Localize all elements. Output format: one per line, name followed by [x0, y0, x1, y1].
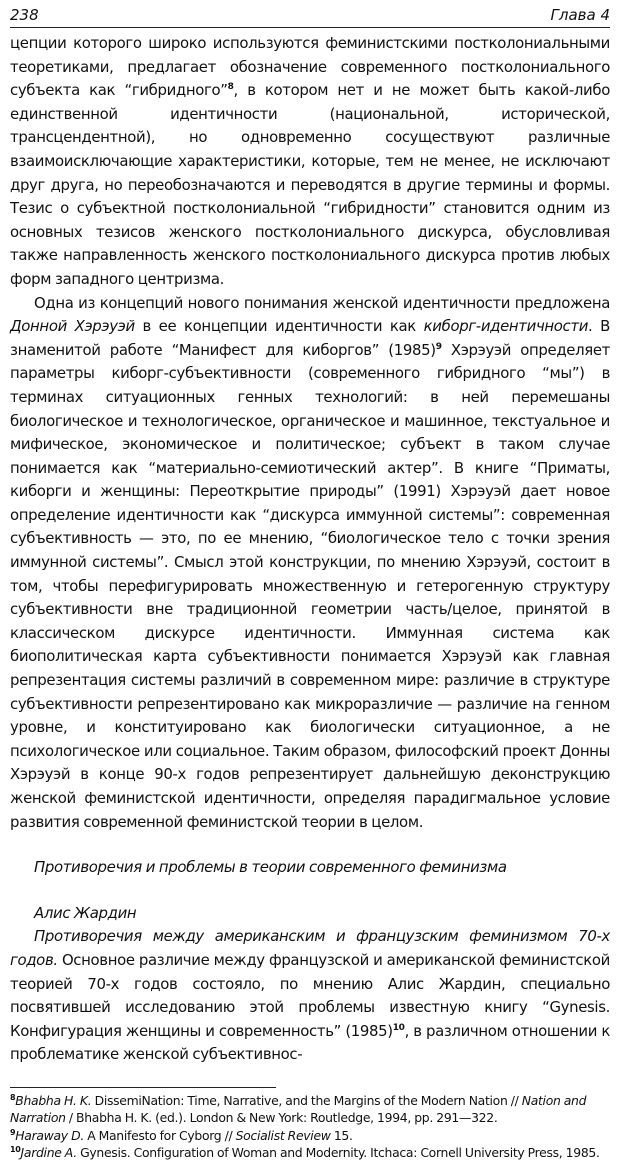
footnotes: [10, 1092, 610, 1162]
footnote-text: Gynesis. Configuration of Woman and Modernity. Itchaca: Cornell University Press, 1985.: [76, 1145, 600, 1161]
italic-lead: Противоречия между американским и французским феминизмом 70-х годов.: [10, 927, 610, 969]
section-heading: Противоречия и проблемы в теории современного феминизма: [34, 858, 507, 877]
footnote-italic: Socialist Review: [235, 1127, 331, 1143]
paragraph-2: [10, 292, 610, 835]
footnote-text: / Bhabha H. K. (ed.). London & New York: Routledge, 1994, pp. 291—322.: [65, 1110, 498, 1126]
paragraph-1: [10, 32, 610, 292]
footnote-text: A Manifesto for Cyborg //: [83, 1127, 236, 1143]
paragraph-text: , в котором нет и не может быть какой-либо единственной идентичности (национальной, исторической, трансцендентной), но одновременно сосуществуют различные взаимоисключающие характеристики, которые, тем не менее, не исключают друг друга, но переобозначаются и переводятся в другие термины и формы. Тезис о субъектной постколониальной “гибридности” становится одним из основных тезисов женского постколониального дискурса, обусловливая также направленность женского постколониального дискурса против любых форм западного центризма.: [10, 81, 610, 288]
paragraph-text: Хэрэуэй определяет параметры киборг-субъективности (современного гибридного “мы”) в терминах ситуационных генных технологий: в ней перемешаны биологическое и технологическое, органическое и машинное, текстуальное и мифическое, экономическое и политическое; субъект в таком случае понимается как “материально-семиотический актер”. В книге “Приматы, киборги и женщины: Переоткрытие природы” (1991) Хэрэуэй дает новое определение идентичности как “дискурса иммунной системы”: современная субъективность — это, по ее мнению, “биологическое тело с точки зрения иммунной системы”. Смысл этой конструкции, по мнению Хэрэуэй, состоит в том, чтобы перефигурировать множественную и гетерогенную структуру субъективности вне традиционной геометрии часть/целое, принятой в классическом дискурсе идентичности. Иммунная система как биополитическая карта субъективности понимается Хэрэуэй как главная репрезентация системы различий в современном мире: различие в структуре субъективности репрезентировано как микроразличие — различие на генном уровне, и конституировано как биологически ситуационное, а не психологическое или социальное. Таким образом, философский проект Донны Хэрэуэй в конце 90-х годов репрезентирует дальнейшую деконструкцию женской феминистской идентичности, определяя парадигмальное условие развития современной феминистской теории в целом.: [10, 340, 610, 831]
paragraph-text: в ее концепции идентичности как: [134, 317, 424, 336]
footnote-number: 10: [10, 1145, 21, 1155]
page-number: 238: [10, 6, 39, 24]
paragraph-text: Основное различие между французской и американской феминистской теорией 70-х годов состояло, по мнению Алис Жардин, специально посвятившей исследованию этой проблемы известную книгу “Gynesis. Конфигурация женщины и современность” (1985): [10, 950, 610, 1040]
footnote-italic: Nation and Narration: [10, 1092, 587, 1126]
paragraph-text: . В знаменитой работе “Манифест для киборгов” (1985): [10, 317, 610, 359]
paragraph-text: , в различном отношении к проблематике женской субъективнос-: [10, 1021, 610, 1064]
footnote-ref-8[interactable]: 8: [227, 82, 234, 93]
italic-name: Донной Хэрэуэй: [10, 317, 135, 336]
footnote-author: Bhabha H. K.: [15, 1092, 92, 1108]
chapter-title: Глава 4: [550, 6, 610, 24]
paragraph-3: [10, 925, 610, 1067]
footnote-author: Jardine A.: [20, 1145, 77, 1161]
footnote-ref-9[interactable]: 9: [435, 341, 442, 352]
footnote-ref-10[interactable]: 10: [392, 1022, 405, 1033]
paragraph-text: Одна из концепций нового понимания женской идентичности предложена: [34, 293, 610, 312]
footnote-10: [10, 1144, 610, 1161]
section-gap: [10, 834, 610, 856]
italic-term: киборг-идентичности: [423, 317, 589, 336]
footnote-text: 15.: [330, 1127, 353, 1143]
main-text: [10, 32, 610, 1067]
footnote-number: 9: [10, 1127, 16, 1137]
subsection-heading: Алис Жардин: [34, 903, 137, 922]
footnote-9: [10, 1127, 610, 1144]
running-header: [10, 6, 610, 28]
footnote-divider: [10, 1087, 276, 1088]
footnote-8: [10, 1092, 610, 1127]
section-gap: [10, 880, 610, 902]
paragraph-text: цепции которого широко используются феминистскими постколониальными теоретиками, предлагает обозначение современного постколониального субъекта как “гибридного”: [10, 34, 610, 100]
footnote-text: DissemiNation: Time, Narrative, and the Margins of the Modern Nation //: [91, 1092, 522, 1108]
footnote-number: 8: [10, 1092, 16, 1102]
footnote-author: Haraway D.: [15, 1127, 84, 1143]
